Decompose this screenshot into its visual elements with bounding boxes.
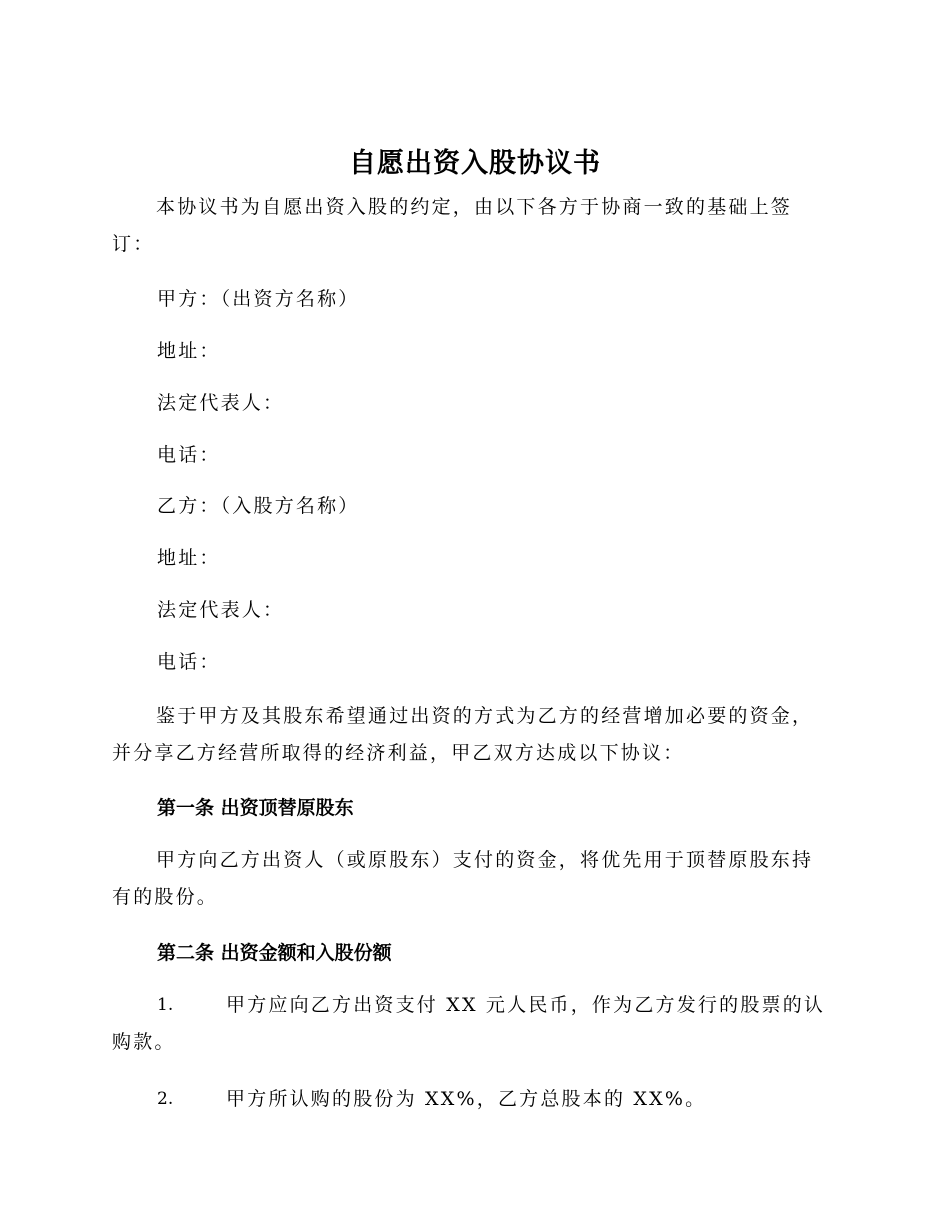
document-title: 自愿出资入股协议书 <box>349 148 601 179</box>
article-2-item-1-number: 1. <box>157 995 174 1015</box>
party-a-address-label: 地址： <box>157 340 221 362</box>
party-a-name-field <box>157 284 360 314</box>
party-b-phone-label: 电话： <box>157 651 221 673</box>
whereas-line-2: 并分享乙方经营所取得的经济利益，甲乙双方达成以下协议： <box>112 742 685 764</box>
party-b-address-label: 地址： <box>157 547 221 569</box>
article-2-item-2-line-1: 甲方所认购的股份为 XX%，乙方总股本的 XX%。 <box>226 1088 707 1110</box>
party-b-name-field <box>157 491 360 521</box>
article-2-item-2 <box>112 1081 832 1118</box>
intro-line-1: 本协议书为自愿出资入股的约定，由以下各方于协商一致的基础上签 <box>156 196 793 218</box>
intro-paragraph <box>112 189 832 263</box>
article-2-item-1 <box>112 987 832 1061</box>
article-2-item-2-number: 2. <box>157 1089 174 1109</box>
party-b-rep-label: 法定代表人： <box>157 599 285 621</box>
article-2-item-1-line-2: 购款。 <box>112 1031 176 1053</box>
party-a-label: 甲方： <box>157 288 221 310</box>
article-2-heading: 第二条 出资金额和入股份额 <box>157 942 392 964</box>
party-a-phone-label: 电话： <box>157 444 221 466</box>
article-2-item-1-line-1: 甲方应向乙方出资支付 XX 元人民币，作为乙方发行的股票的认 <box>226 994 826 1016</box>
article-1-heading: 第一条 出资顶替原股东 <box>157 797 354 819</box>
party-a-rep-label: 法定代表人： <box>157 392 285 414</box>
whereas-line-1: 鉴于甲方及其股东希望通过出资的方式为乙方的经营增加必要的资金， <box>156 705 814 727</box>
party-b-value: （入股方名称） <box>220 495 360 517</box>
intro-line-2: 订： <box>112 233 155 255</box>
article-1-line-1: 甲方向乙方出资人（或原股东）支付的资金，将优先用于顶替原股东持 <box>156 849 814 871</box>
party-b-label: 乙方： <box>157 495 221 517</box>
whereas-paragraph <box>112 698 832 772</box>
article-1-paragraph <box>112 842 832 916</box>
article-1-line-2: 有的股份。 <box>112 886 219 908</box>
party-a-value: （出资方名称） <box>220 288 360 310</box>
